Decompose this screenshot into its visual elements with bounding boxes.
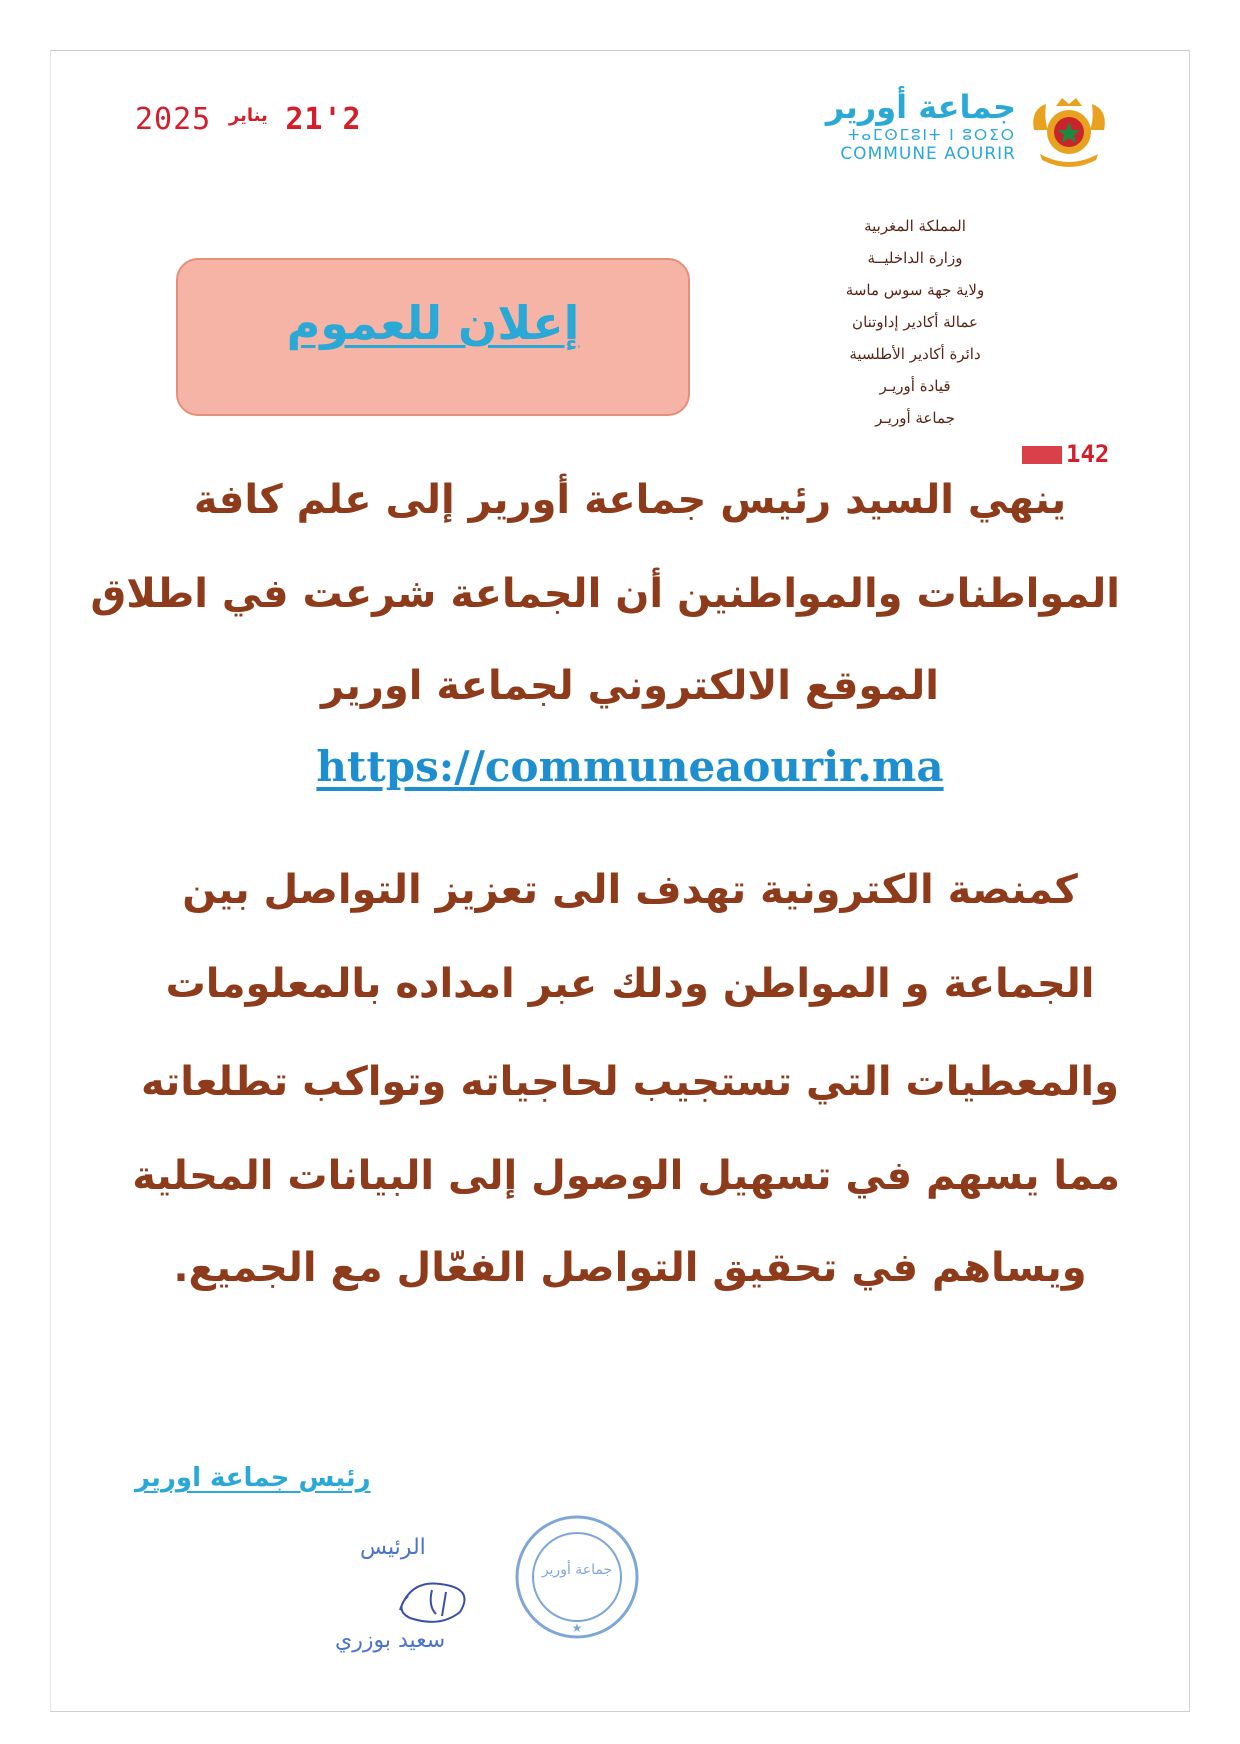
- royal-emblem-icon: [1026, 90, 1112, 170]
- body-line: ينهي السيد رئيس جماعة أورير إلى علم كافة: [193, 477, 1067, 523]
- body-line: المواطنات والمواطنين أن الجماعة شرعت في اطلاق: [90, 571, 1120, 617]
- signatory-name: سعيد بوزري: [335, 1628, 446, 1653]
- body-line: كمنصة الكترونية تهدف الى تعزيز التواصل بين: [182, 867, 1078, 913]
- svg-text:★: ★: [571, 1621, 583, 1635]
- admin-line: دائرة أكادير الأطلسية: [849, 345, 981, 363]
- announcement-paragraph-1: [90, 470, 1120, 710]
- date-stamp: [135, 102, 362, 137]
- handwritten-signature: [380, 1570, 490, 1630]
- website-url-link[interactable]: https://communeaourir.ma: [316, 742, 944, 791]
- commune-logo: [802, 88, 1112, 168]
- reference-stamp: [1022, 440, 1109, 468]
- admin-line: ولاية جهة سوس ماسة: [845, 281, 985, 299]
- body-line: ويساهم في تحقيق التواصل الفعّال مع الجميع.: [173, 1245, 1087, 1291]
- date-stamp-year: 2025: [135, 102, 212, 137]
- date-stamp-month: يناير: [228, 105, 268, 126]
- body-line: مما يسهم في تسهيل الوصول إلى البيانات المحلية: [132, 1153, 1120, 1199]
- seal-text: جماعة أورير: [541, 1562, 613, 1578]
- commune-name-french: COMMUNE AOURIR: [840, 144, 1016, 164]
- body-line: والمعطيات التي تستجيب لحاجياته وتواكب تطلعاته: [141, 1059, 1119, 1105]
- admin-line: جماعة أوريـر: [875, 409, 955, 427]
- signatory-title: رئيس جماعة اورير: [135, 1463, 371, 1493]
- admin-line: المملكة المغربية: [864, 217, 966, 235]
- admin-line: قيادة أوريـر: [879, 377, 951, 395]
- announcement-title: إعلان للعموم: [286, 296, 580, 350]
- admin-line: وزارة الداخليــة: [867, 249, 963, 267]
- admin-line: عمالة أكادير إداوتنان: [852, 313, 978, 331]
- official-seal-icon: [512, 1512, 642, 1642]
- announcement-title-box: [176, 258, 690, 416]
- stamp-ink-blot: [1022, 446, 1062, 464]
- administrative-hierarchy: [795, 210, 1035, 434]
- signature-label: الرئيس: [360, 1535, 426, 1560]
- body-line: الجماعة و المواطن ودلك عبر امداده بالمعلومات: [165, 961, 1095, 1007]
- commune-name-arabic: جماعة أورير: [825, 88, 1016, 126]
- date-stamp-day: 2'21: [285, 102, 362, 137]
- reference-number: 142: [1066, 440, 1110, 468]
- body-line: الموقع الالكتروني لجماعة اورير: [320, 663, 940, 709]
- announcement-paragraph-2: [132, 860, 1120, 1300]
- commune-name-tifinagh: ⵜⴰⵎⵙⵎⵓⵏⵜ ⵏ ⵓⵔⵉⵔ: [847, 126, 1016, 144]
